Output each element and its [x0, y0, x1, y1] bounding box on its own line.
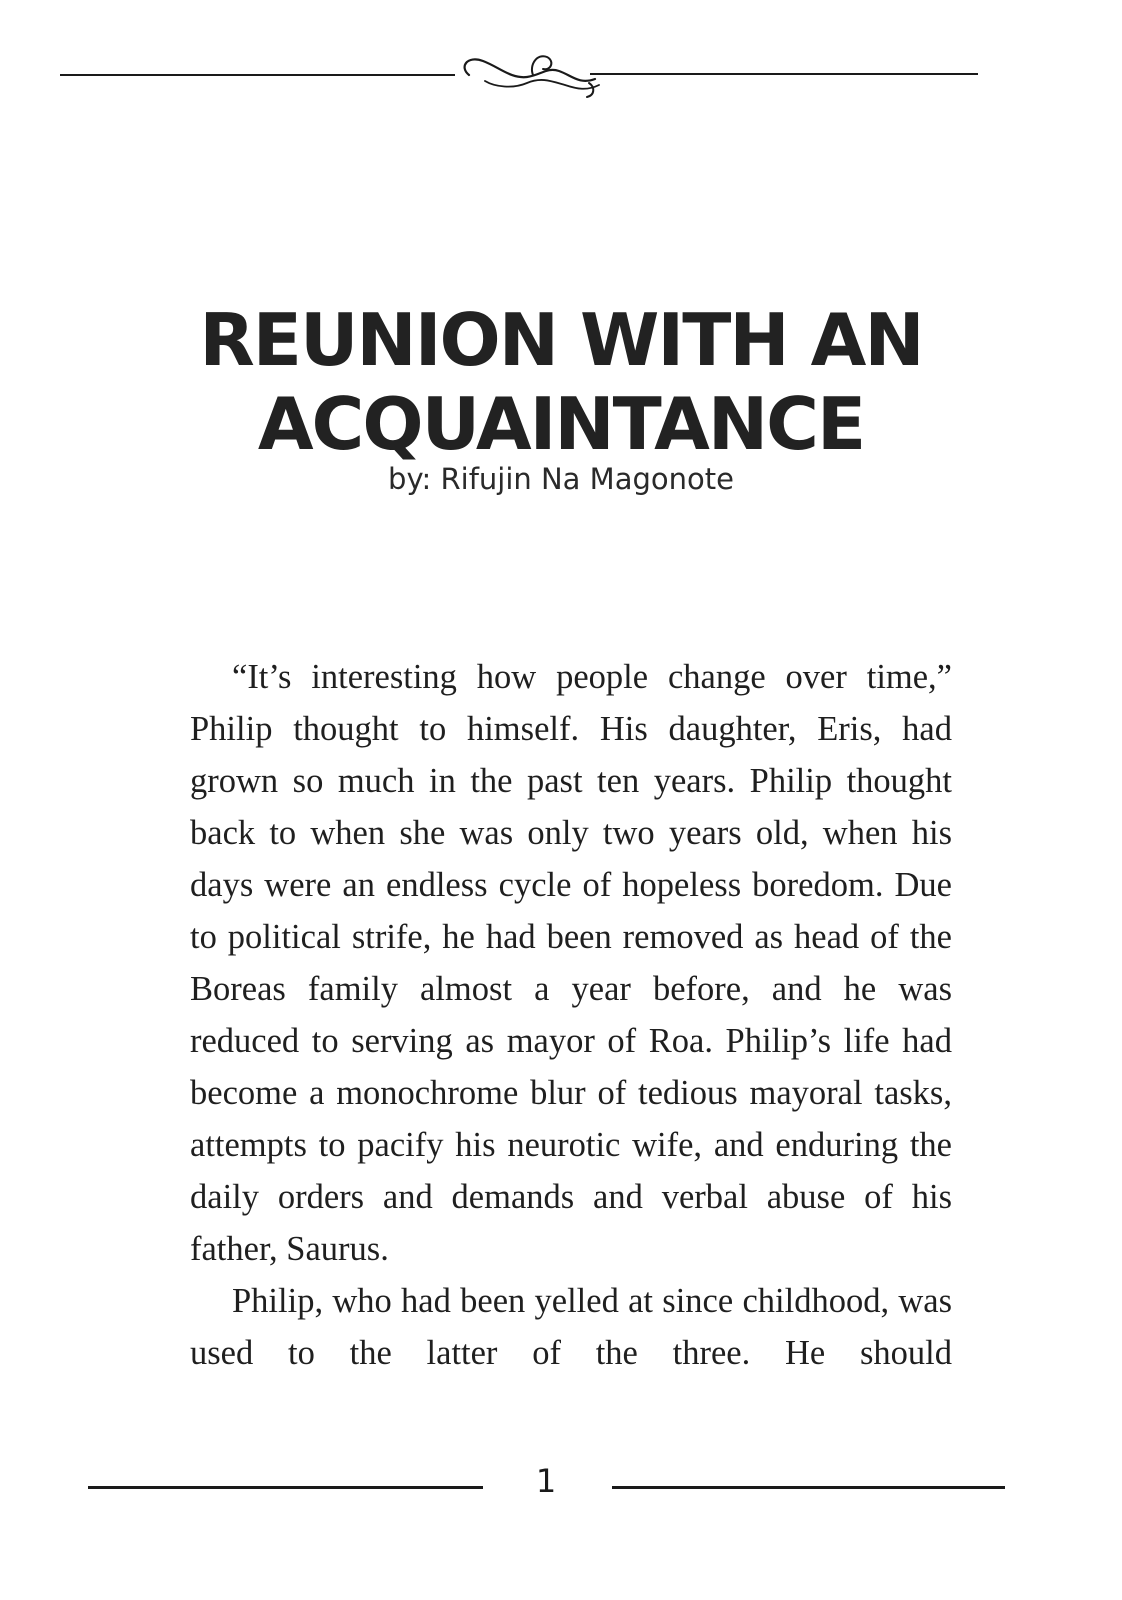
chapter-title-line-1: REUNION WITH AN	[199, 298, 923, 382]
paragraph-1: “It’s interesting how people change over time,” Philip thought to himself. His daughter, Eris, had grown so much in the past ten years. Philip thought back to when she was only two years old, when his days were an endless cycle of hopeless boredom. Due to political strife, he had been removed as head of the Boreas family almost a year before, and he was reduced to serving as mayor of Roa. Philip’s life had become a monochrome blur of tedious mayoral tasks, attempts to pacify his neurotic wife, and enduring the daily orders and demands and verbal abuse of his father, Saurus.	[190, 658, 952, 1268]
header-rule-left	[60, 74, 455, 76]
footer-rule-left	[88, 1486, 483, 1489]
page-number: 1	[535, 1462, 557, 1500]
author-byline: by: Rifujin Na Magonote	[388, 462, 734, 496]
header-rule-right	[590, 73, 978, 75]
footer-rule-right	[612, 1486, 1005, 1489]
body-text	[190, 651, 952, 1379]
flourish-icon	[455, 45, 600, 100]
chapter-title	[0, 298, 1122, 466]
paragraph-2: Philip, who had been yelled at since childhood, was used to the latter of the three. He should	[190, 1282, 952, 1372]
chapter-title-line-2: ACQUAINTANCE	[257, 382, 865, 466]
